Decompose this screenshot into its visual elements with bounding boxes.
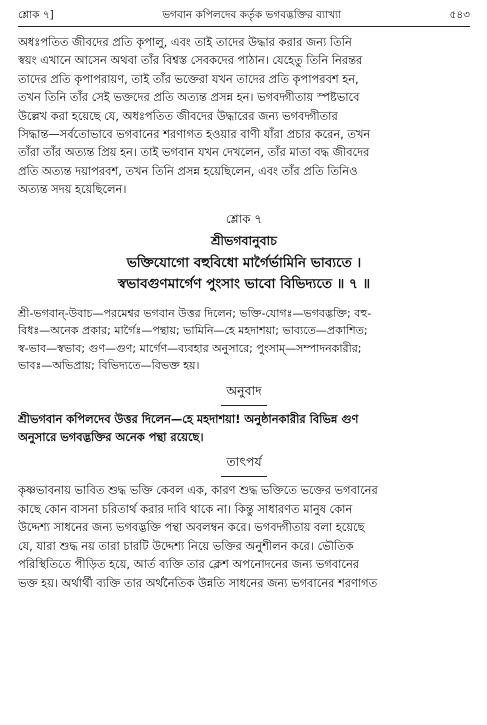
- intro-line: উল্লেখ করা হয়েছে যে, অধঃপতিত জীবদের উদ্ধারের জন্য ভগবদ্গীতার: [18, 108, 338, 123]
- translation-heading-rule: [221, 405, 267, 406]
- synonyms-line: ভাবঃ—অভিপ্রায়; বিভিদ্যতে—বিভক্ত হয়।: [18, 359, 200, 373]
- translation-paragraph: [18, 410, 470, 447]
- verse-line-1: ভক্তিযোগো বহুবিধো মার্গৈর্ভামিনি ভাব্যতে ।: [126, 254, 362, 271]
- running-header: [18, 8, 470, 27]
- purport-line: উদ্দেশ্য সাধনের জন্য ভগবদ্ভক্তি পন্থা অবলম্বন করে। ভগবদ্গীতায় বলা হয়েছে: [18, 520, 365, 535]
- intro-line: সিদ্ধান্ত—সর্বতোভাবে ভগবানের শরণাগত হওয়ার বাণী যাঁরা প্রচার করেন, তখন: [18, 127, 371, 142]
- intro-line: তাদের প্রতি কৃপাপরায়ণ, তাই তাঁর ভক্তেরা যখন তাদের প্রতি কৃপাপরবশ হন,: [18, 71, 359, 86]
- verse-line-2: স্বভাবগুণমার্গেণ পুংসাং ভাবো বিভিদ্যতে ॥ ৭ ॥: [117, 275, 371, 292]
- translation-heading: অনুবাদ: [226, 382, 262, 398]
- purport-line: কৃষ্ণভাবনায় ভাবিত শুদ্ধ ভক্তি কেবল এক, কারণ শুদ্ধ ভক্তিতে ভক্তের ভগবানের: [18, 483, 378, 498]
- intro-paragraph: [18, 33, 470, 199]
- header-chapter-title: ভগবান কপিলদেব কর্তৃক ভগবদ্ভক্তির ব্যাখ্যা: [162, 9, 342, 21]
- verse-number: শ্লোক ৭: [225, 211, 263, 226]
- purport-line: পরিস্থিতিতে পীড়িত হয়ে, আর্ত ব্যক্তি তার ক্লেশ অপনোদনের জন্য ভগবানের: [18, 557, 360, 572]
- purport-heading: তাৎপর্য: [226, 454, 262, 470]
- purport-heading-rule: [221, 476, 267, 477]
- intro-line: স্বয়ং এখানে আসেন অথবা তাঁর বিশ্বস্ত সেবকদের পাঠান। যেহেতু তিনি নিরন্তর: [18, 53, 363, 68]
- purport-line: যে, যারা শুদ্ধ নয় তারা চারটি উদ্দেশ্য নিয়ে ভক্তির অনুশীলন করে। ভৌতিক: [18, 538, 354, 553]
- header-verse-ref: শ্লোক ৭]: [18, 9, 54, 21]
- intro-line: প্রতি অত্যন্ত দয়াপরবশ, তখন তিনি প্রসন্ন হয়েছিলেন, এবং তাঁর প্রতি তিনিও: [18, 163, 358, 178]
- intro-line: তখন তিনি তাঁর সেই ভক্তদের প্রতি অত্যন্ত প্রসন্ন হন। ভগবদ্গীতায় স্পষ্টভাবে: [18, 90, 360, 105]
- verse-speaker: শ্রীভগবানুবাচ: [211, 232, 277, 248]
- synonyms-paragraph: [18, 305, 470, 375]
- purport-paragraph: [18, 481, 470, 591]
- page-number: ৫৪৩: [449, 9, 470, 21]
- synonyms-line: স্ব-ভাব—স্বভাব; গুণ—গুণ; মার্গেণ—ব্যবহার অনুসারে; পুংসাম্—সম্পাদনকারীর;: [18, 341, 362, 355]
- purport-line: কাছে কোন বাসনা চরিতার্থ করার দাবি থাকে না। কিন্তু সাধারণত মানুষ কোন: [18, 501, 353, 516]
- synonyms-line: শ্রী-ভগবান্-উবাচ—পরমেশ্বর ভগবান উত্তর দিলেন; ভক্তি-যোগঃ—ভগবদ্ভক্তি; বহু-: [18, 306, 372, 320]
- intro-line: অধঃপতিত জীবদের প্রতি কৃপালু, এবং তাই তাদের উদ্ধার করার জন্য তিনি: [18, 35, 352, 49]
- intro-line: অত্যন্ত সদয় হয়েছিলেন।: [18, 182, 127, 197]
- translation-line: শ্রীভগবান কপিলদেব উত্তর দিলেন—হে মহদাশয়া! অনুষ্ঠানকারীর বিভিন্ন গুণ: [18, 411, 359, 426]
- purport-line: ভক্ত হয়। অর্থার্থী ব্যক্তি তার অর্থনৈতিক উন্নতি সাধনের জন্য ভগবানের শরণাগত: [18, 575, 378, 590]
- book-page: [18, 8, 470, 592]
- translation-line: অনুসারে ভগবদ্ভক্তির অনেক পন্থা রয়েছে।: [18, 430, 204, 445]
- synonyms-line: বিধঃ—অনেক প্রকার; মার্গৈঃ—পন্থায়; ভামিনি—হে মহদাশয়া; ভাব্যতে—প্রকাশিত;: [18, 324, 368, 338]
- intro-line: তাঁরা তাঁর অত্যন্ত প্রিয় হন। তাই ভগবান যখন দেখলেন, তাঁর মাতা বদ্ধ জীবদের: [18, 145, 370, 160]
